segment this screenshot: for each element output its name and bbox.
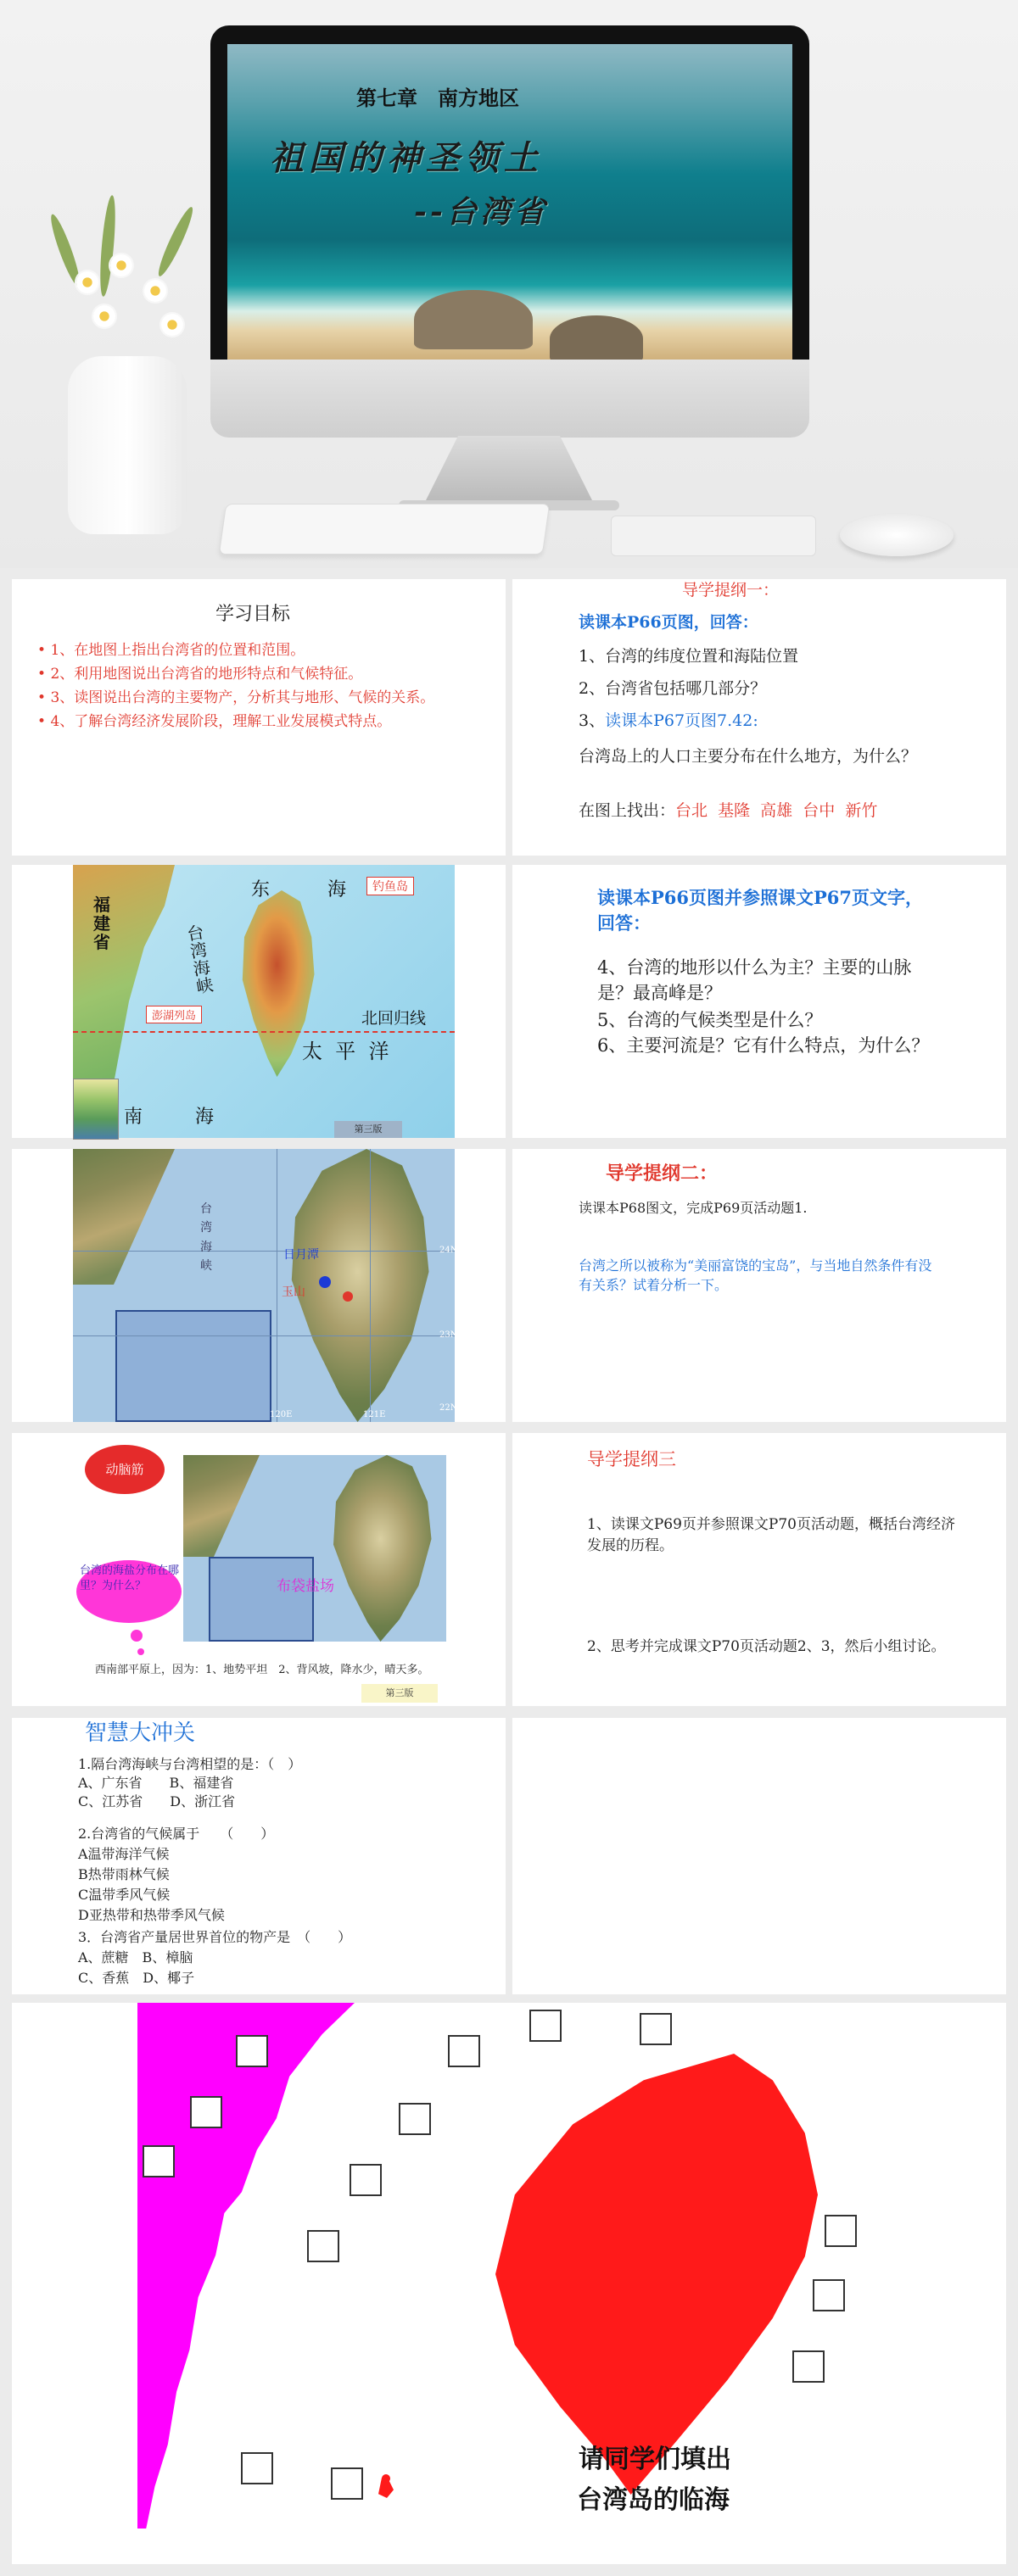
blank-box[interactable]	[350, 2164, 382, 2196]
guide2-line2: 台湾之所以被称为“美丽富饶的宝岛”，与当地自然条件有没有关系？试着分析一下。	[579, 1257, 932, 1294]
goal-item: • 1、在地图上指出台湾省的位置和范围。	[37, 642, 305, 659]
quiz-q3: 3．台湾省产量居世界首位的物产是 （ ）	[78, 1929, 352, 1945]
quiz-panel	[12, 1718, 506, 1994]
goal-item: • 2、利用地图说出台湾省的地形特点和气候特征。	[37, 666, 363, 683]
guide1-q3-text: 台湾岛上的人口主要分布在什么地方，为什么？	[579, 747, 918, 766]
blank-box[interactable]	[529, 2010, 562, 2042]
map-label-mt: 玉山	[282, 1285, 305, 1299]
blank-box[interactable]	[813, 2279, 845, 2311]
map-label-strait: 台湾海峡	[200, 1202, 212, 1274]
guide3-item1: 1、读课文P69页并参照课文P70页活动题，概括台湾经济发展的历程。	[587, 1516, 955, 1554]
map1-panel	[12, 865, 506, 1138]
quiz-q1: 1.隔台湾海峡与台湾相望的是：（ ）	[78, 1756, 302, 1772]
gridline	[370, 1149, 371, 1422]
guide3-heading: 导学提纲三	[587, 1449, 676, 1469]
lake-marker-icon	[319, 1276, 331, 1288]
map-label-fujian: 福建省	[93, 895, 110, 952]
blank-box[interactable]	[307, 2230, 339, 2262]
islet-shape	[377, 2478, 394, 2498]
inset-map	[115, 1310, 271, 1422]
monitor-stand	[424, 436, 594, 504]
guide2-line1: 读课本P68图文，完成P69页活动题1.	[579, 1200, 808, 1216]
map-label-salt-field: 布袋盐场	[277, 1578, 334, 1595]
lat-label: 24N	[439, 1246, 458, 1255]
quiz-q2-option: B热带雨林气候	[78, 1866, 170, 1882]
taiwan-island-shape	[495, 2054, 818, 2495]
blank-panel	[512, 1718, 1006, 1994]
guide2-panel	[512, 1149, 1006, 1422]
page-tag: 第三版	[334, 1121, 402, 1138]
quiz-q2-option: D亚热带和热带季风气候	[78, 1907, 225, 1923]
quiz-q2-option: C温带季风气候	[78, 1887, 171, 1903]
fill-instruction-1: 请同学们填出	[579, 2445, 731, 2474]
guide1-intro: 读课本P66页图，回答：	[579, 613, 758, 632]
goals-panel	[12, 579, 506, 856]
quiz-q3-options-cd: C、香蕉 D、椰子	[78, 1970, 195, 1986]
bubble-dot	[137, 1648, 144, 1655]
mouse-decoration	[840, 514, 954, 556]
flower-decoration	[110, 254, 132, 276]
quiz-heading: 智慧大冲关	[85, 1720, 196, 1746]
gridline	[73, 1335, 455, 1336]
goal-text: 3、读图说出台湾的主要物产，分析其与地形、气候的关系。	[50, 689, 435, 706]
q3-number: 3、	[579, 711, 606, 730]
bubble-dot	[131, 1630, 143, 1642]
taiwan-location-map	[73, 865, 455, 1138]
goal-text: 1、在地图上指出台湾省的位置和范围。	[50, 642, 305, 659]
cover-slide	[0, 0, 1018, 568]
flower-decoration	[93, 305, 115, 327]
blank-box[interactable]	[399, 2103, 431, 2135]
guide1-find	[579, 800, 877, 823]
guide2-heading: 导学提纲二：	[606, 1163, 719, 1185]
guide1b-q4: 4、台湾的地形以什么为主？主要的山脉是？最高峰是？	[597, 957, 912, 1004]
lon-label: 120E	[270, 1410, 293, 1419]
goals-heading: 学习目标	[215, 604, 291, 625]
map2-panel	[12, 1149, 506, 1422]
guide1-q2: 2、台湾省包括哪几部分？	[579, 679, 767, 698]
guide1-q3	[579, 710, 758, 733]
vase-decoration	[68, 356, 187, 534]
salt-note: 西南部平原上，因为：1、地势平坦 2、背风坡，降水少，晴天多。	[95, 1664, 429, 1676]
guide1b-q5: 5、台湾的气候类型是什么？	[597, 1010, 823, 1030]
blank-box[interactable]	[236, 2035, 268, 2067]
flower-decoration	[76, 271, 98, 293]
lat-label: 23N	[439, 1330, 458, 1340]
goal-item: • 4、了解台湾经济发展阶段，理解工业发展模式特点。	[37, 713, 392, 730]
rock-decoration	[550, 315, 643, 362]
flower-decoration	[144, 280, 166, 302]
goal-item: • 3、读图说出台湾的主要物产，分析其与地形、气候的关系。	[37, 689, 435, 706]
q3-reference: 读课本P67页图7.42:	[605, 711, 758, 730]
map-label-pacific: 太 平 洋	[302, 1040, 389, 1063]
map-label-lake: 日月潭	[283, 1248, 319, 1262]
trackpad-decoration	[611, 516, 816, 556]
map-label-diaoyu: 钓鱼岛	[366, 877, 414, 895]
quiz-q3-options-ab: A、蔗糖 B、樟脑	[78, 1949, 193, 1965]
guide1b-intro: 读课本P66页图并参照课文P67页文字，回答：	[597, 887, 924, 934]
apple-logo-icon	[497, 393, 519, 419]
map-label-south-sea-1: 南	[124, 1107, 143, 1128]
flower-decoration	[161, 314, 183, 336]
find-cities: 台北 基隆 高雄 台中 新竹	[675, 801, 878, 820]
mainland-shape	[137, 2003, 355, 2529]
fill-instruction-2: 台湾岛的临海	[577, 2485, 730, 2515]
guide1b-q6: 6、主要河流是？它有什么特点，为什么？	[597, 1035, 930, 1056]
map-label-penghu: 澎湖列岛	[146, 1006, 202, 1023]
map-legend	[73, 1079, 119, 1140]
lon-label: 121E	[363, 1410, 386, 1419]
find-label: 在图上找出：	[579, 801, 676, 820]
thought-bubble-text: 台湾的海盐分布在哪里？为什么？	[80, 1564, 180, 1592]
salt-map	[183, 1455, 446, 1642]
taiwan-relief-map	[73, 1149, 458, 1422]
mainland-relief	[183, 1455, 260, 1557]
slide-subtitle: --台湾省	[414, 194, 548, 230]
map-label-south-sea-2: 海	[195, 1107, 215, 1128]
keyboard-decoration	[219, 504, 550, 555]
gridline	[73, 1251, 455, 1252]
blank-box[interactable]	[448, 2035, 480, 2067]
leaf-decoration	[98, 195, 118, 298]
map-label-strait: 台湾海峡	[185, 921, 215, 998]
slide-title: 祖国的神圣领土	[270, 138, 543, 178]
blank-box[interactable]	[331, 2467, 363, 2500]
tropic-line	[73, 1031, 455, 1033]
guide3-panel	[512, 1433, 1006, 1706]
page-tag: 第三版	[361, 1684, 438, 1703]
map3-panel	[12, 1433, 506, 1706]
fill-sea-panel	[12, 2003, 1006, 2564]
goal-text: 4、了解台湾经济发展阶段，理解工业发展模式特点。	[50, 713, 392, 730]
blank-box[interactable]	[792, 2350, 825, 2383]
rock-decoration	[414, 290, 533, 349]
guide1-panel	[512, 579, 1006, 856]
chapter-label: 第七章 南方地区	[356, 86, 519, 110]
brain-badge: 动脑筋	[85, 1445, 165, 1494]
blank-box[interactable]	[241, 2452, 273, 2484]
goal-text: 2、利用地图说出台湾省的地形特点和气候特征。	[50, 666, 363, 683]
guide3-item2: 2、思考并完成课文P70页活动题2、3，然后小组讨论。	[587, 1638, 946, 1655]
lat-label: 22N	[439, 1403, 458, 1413]
mainland-relief	[73, 1149, 175, 1285]
blank-box[interactable]	[190, 2096, 222, 2128]
quiz-q1-options-ab: A、广东省 B、福建省	[78, 1775, 234, 1791]
blank-box[interactable]	[640, 2013, 672, 2045]
blank-box[interactable]	[143, 2145, 175, 2177]
inset-map	[209, 1557, 314, 1642]
map-label-tropic: 北回归线	[361, 1009, 427, 1028]
quiz-q2-option: A温带海洋气候	[78, 1846, 170, 1862]
guide1b-panel	[512, 865, 1006, 1138]
leaf-decoration	[154, 204, 198, 278]
guide1-q1: 1、台湾的纬度位置和海陆位置	[579, 647, 799, 666]
map-label-east-sea-1: 东	[251, 879, 271, 900]
taiwan-relief-island	[310, 1455, 438, 1642]
quiz-q2: 2.台湾省的气候属于 （ ）	[78, 1826, 275, 1842]
blank-box[interactable]	[825, 2215, 857, 2247]
map-label-east-sea-2: 海	[327, 879, 347, 900]
peak-marker-icon	[343, 1291, 353, 1302]
quiz-q1-options-cd: C、江苏省 D、浙江省	[78, 1793, 236, 1809]
guide1-heading: 导学提纲一：	[682, 581, 780, 599]
